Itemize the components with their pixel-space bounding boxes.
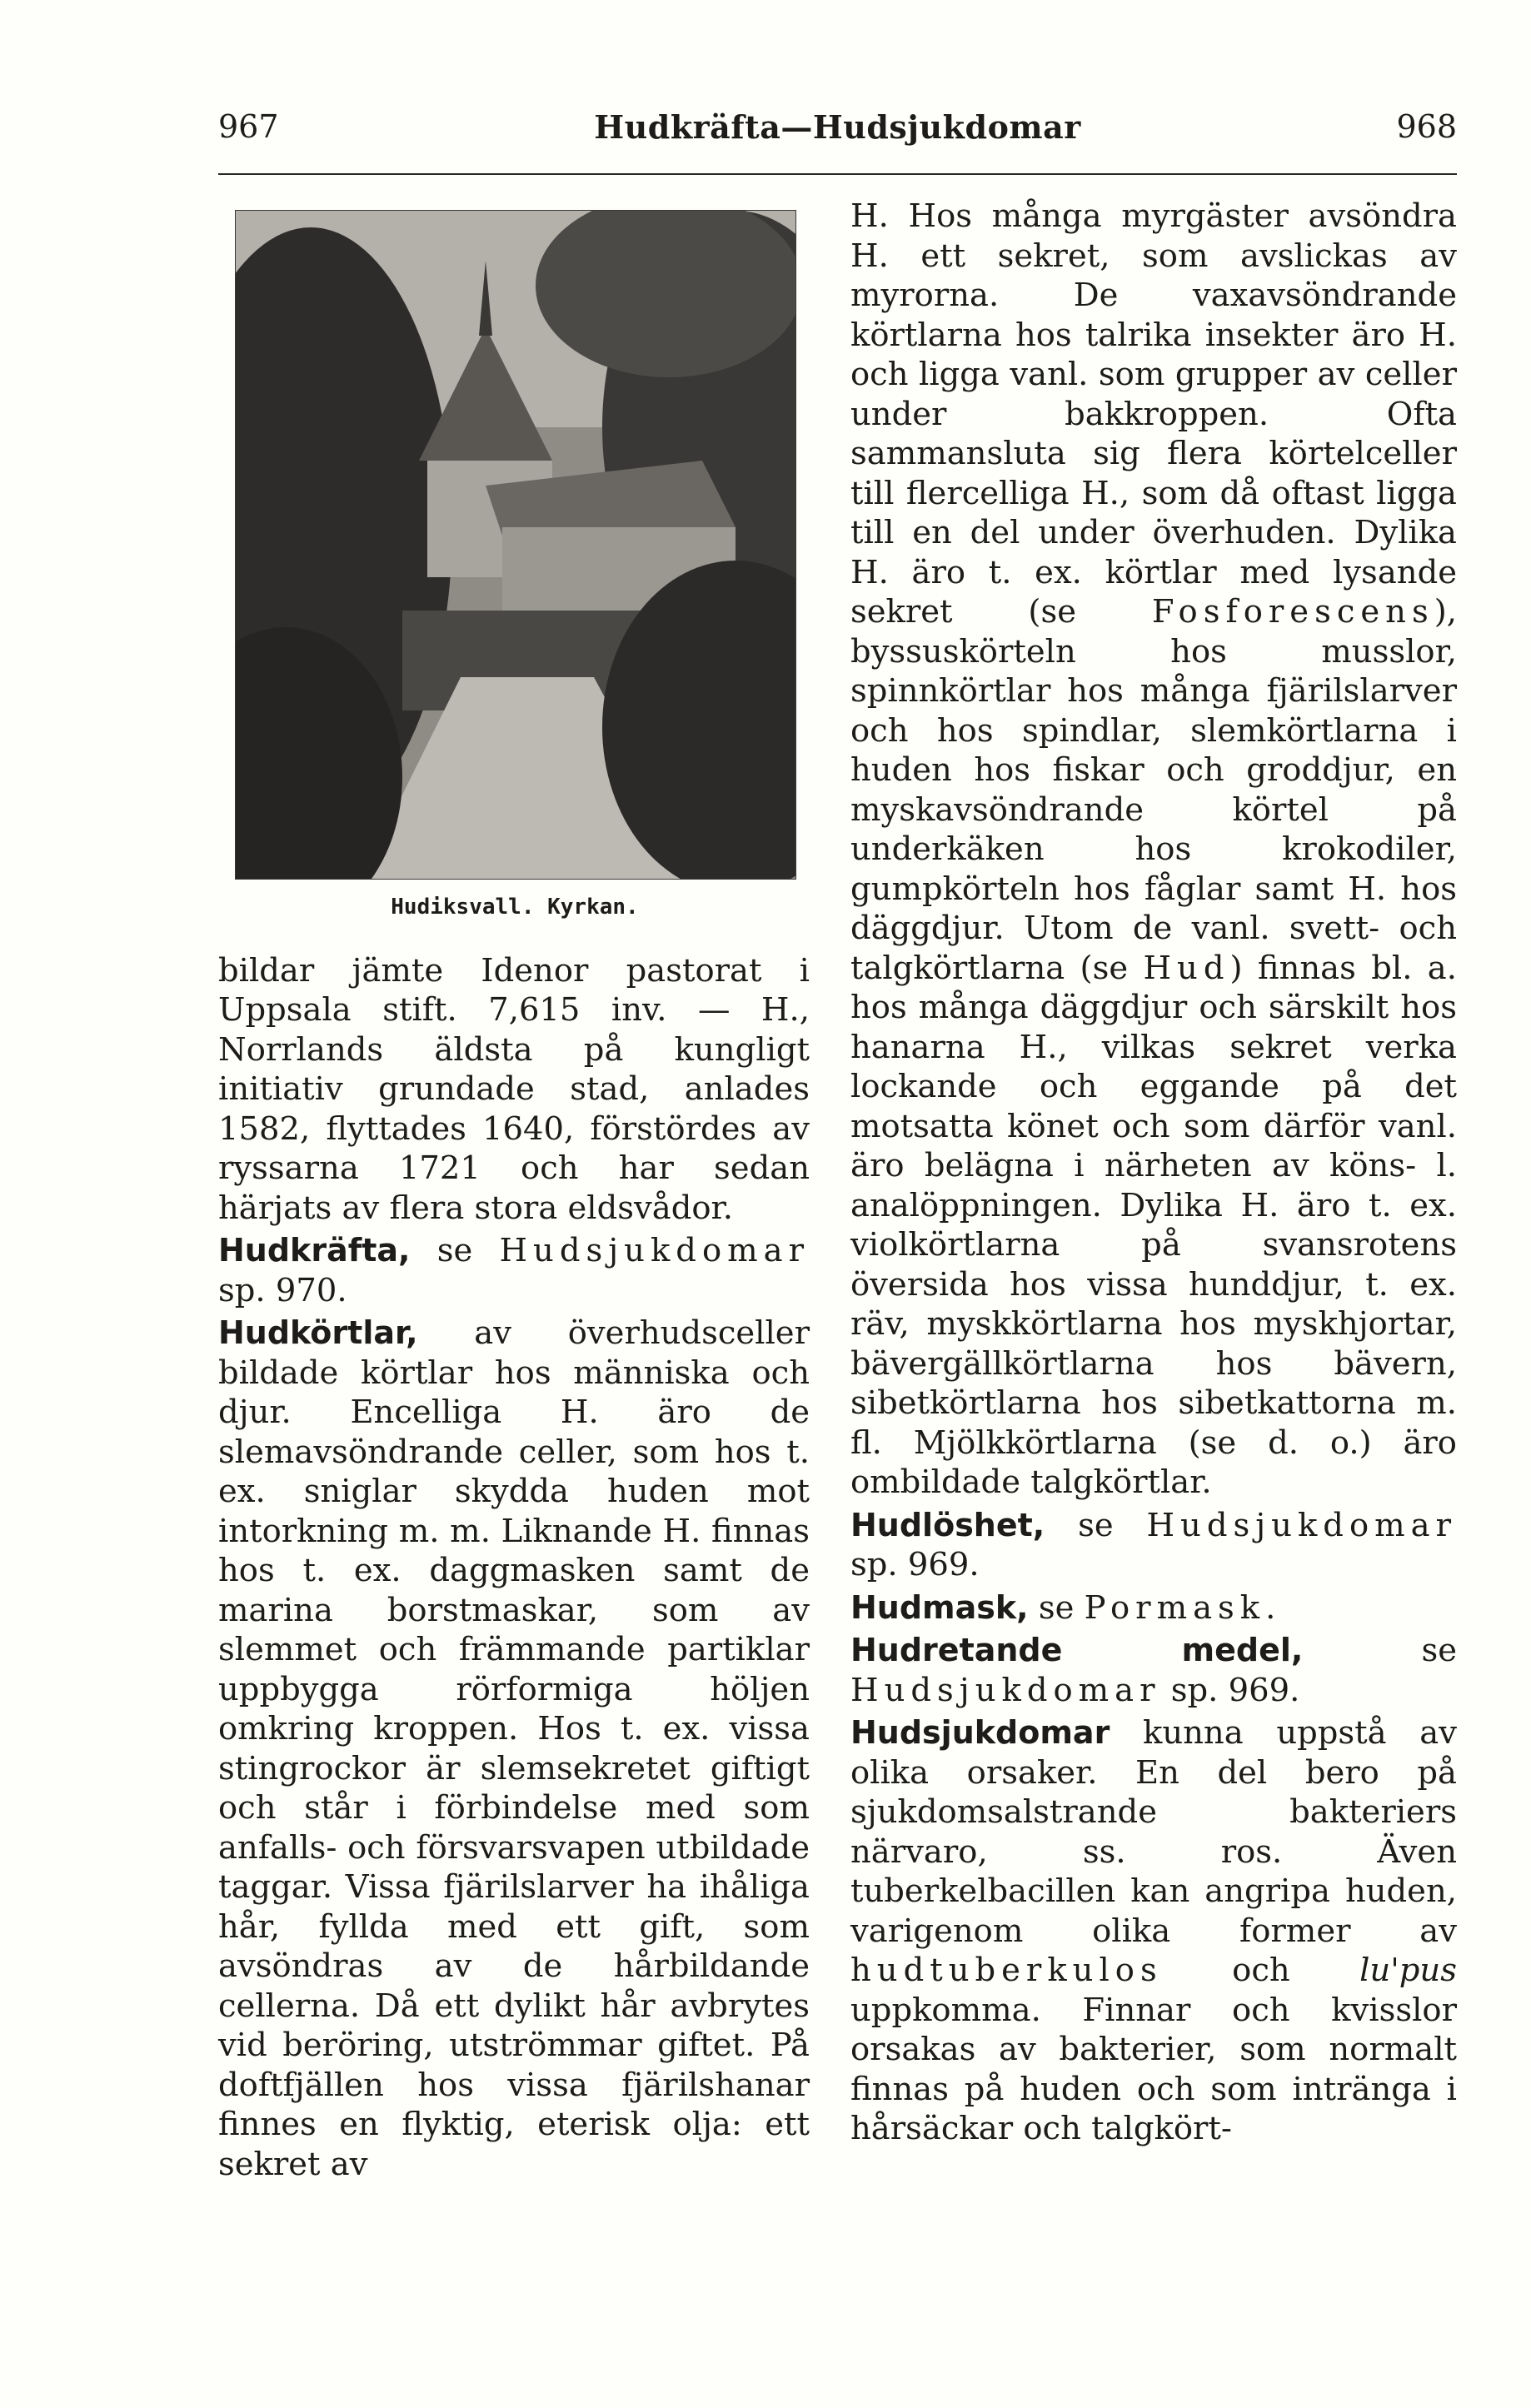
page-number-right: 968: [1396, 108, 1457, 145]
running-title: Hudkräfta—Hudsjukdomar: [594, 108, 1081, 146]
entry-text: ), byssuskörteln hos musslor, spinnkörtlar hos många fjärilslarver och hos spindlar, slemkörtlarna i huden hos fiskar och groddjur, en myskavsöndrande körtel på underkäken hos krokodiler, gumpkörteln hos fåglar samt H. hos däggdjur. Utom de vanl. svett- och talgkörtlarna (se: [850, 593, 1457, 987]
entry-text: ) finnas bl. a. hos många däggdjur och särskilt hos hanarna H., vilkas sekret verka lockande och eggande på det motsatta könet och som därför vanl. äro belägna i närheten av köns- l. analöppningen. Dylika H. äro t. ex. violkörtlarna på svansrotens översida hos vissa hunddjur, t. ex. räv, myskkörtlarna hos myskhjortar, bävergällkörtlarna hos bävern, sibetkörtlarna hos sibetkattorna m. fl. Mjölkkörtlarna (se d. o.) äro ombildade talgkörtlar.: [850, 949, 1457, 1501]
entry-hudiksvall-continued: bildar jämte Idenor pastorat i Uppsala stift. 7,615 inv. — H., Norrlands äldsta på kungligt initiativ grundade stad, anlades 1582, flyttades 1640, förstördes av ryssarna 1721 och har sedan härjats av flera stora eldsvådor.: [218, 951, 810, 1227]
column-ref: sp. 970.: [218, 1271, 347, 1309]
entry-hudkortlar-continued: [850, 197, 1457, 1503]
headword: Hudkörtlar,: [218, 1314, 418, 1351]
church-photo: [235, 210, 796, 880]
column-ref: sp. 969.: [850, 1546, 980, 1583]
cross-reference: hudtuberkulos: [850, 1952, 1163, 1989]
running-header: [218, 108, 1457, 162]
figure: [235, 210, 795, 928]
entry-text: av överhudsceller bildade körtlar hos människa och djur. Encelliga H. äro de slemavsöndrande celler, som hos t. ex. sniglar skydda huden mot intorkning m. m. Liknande H. finnas hos t. ex. daggmasken samt de marina borstmaskar, som av slemmet och främmande partiklar uppbygga rörformiga höljen omkring kroppen. Hos t. ex. vissa stingrockor är slemsekretet giftigt och står i förbindelse med som anfalls- och försvarsvapen utbildade taggar. Vissa fjärilslarver ha ihåliga hår, fyllda med ett gift, som avsöndras av de hårbildande cellerna. Då ett dylikt hår avbrytes vid beröring, utströmmar giftet. På doftfjällen hos vissa fjärilshanar finnes en flyktig, eterisk olja: ett sekret av: [218, 1314, 810, 2183]
right-column: [850, 197, 1457, 2149]
left-column: [218, 200, 810, 2184]
see-word: se: [410, 1232, 500, 1269]
see-word: se: [1028, 1588, 1085, 1627]
entry-text: uppkomma. Finnar och kvisslor orsakas av bakterier, som normalt finnas på huden och som intränga i hårsäckar och talgkört-: [850, 1991, 1457, 2147]
headword: Hudsjukdomar: [850, 1714, 1110, 1751]
column-ref: .: [1265, 1588, 1276, 1627]
headword: Hudmask,: [850, 1588, 1029, 1626]
cross-reference: Hudsjukdomar: [850, 1671, 1161, 1709]
entry-hudloshet: [850, 1506, 1457, 1585]
headword: Hudlöshet,: [850, 1506, 1045, 1543]
figure-caption: Hudiksvall. Kyrkan.: [391, 895, 639, 920]
see-word: se: [1303, 1632, 1457, 1669]
entry-hudkortlar: [218, 1314, 810, 2184]
cross-reference: Fosforescens: [1151, 593, 1434, 631]
page-number-left: 967: [218, 108, 279, 145]
entry-hudkrafta: [218, 1231, 810, 1310]
cross-reference: Pormask: [1084, 1588, 1266, 1627]
entry-hudmask: [850, 1588, 1457, 1628]
entry-text: och: [1162, 1952, 1360, 1989]
church-photo-drawing: [236, 211, 795, 879]
cross-reference: Hudsjukdomar: [1146, 1506, 1457, 1544]
see-word: se: [1045, 1506, 1147, 1544]
entry-text: kunna uppstå av olika orsaker. En del bero på sjukdomsalstrande bakteriers närvaro, ss. ros. Även tuberkelbacillen kan angripa huden, varigenom olika former av: [850, 1714, 1457, 1950]
column-ref: sp. 969.: [1160, 1671, 1300, 1709]
headword: Hudkräfta,: [218, 1232, 411, 1269]
italic-term: lu'pus: [1359, 1952, 1457, 1989]
entry-hudsjukdomar: [850, 1713, 1457, 2149]
entry-hudretande-medel: [850, 1631, 1457, 1710]
cross-reference: Hudsjukdomar: [499, 1232, 810, 1269]
cross-reference: Hud: [1143, 949, 1230, 987]
entry-text: H. Hos många myrgäster avsöndra H. ett sekret, som avslickas av myrorna. De vaxavsöndrande körtlarna hos talrika insekter äro H. och ligga vanl. som grupper av celler under bakkroppen. Ofta sammansluta sig flera körtelceller till flercelliga H., som då oftast ligga till en del under överhuden. Dylika H. äro t. ex. körtlar med lysande sekret (se: [850, 197, 1457, 631]
header-rule: [218, 173, 1457, 175]
headword: Hudretande medel,: [850, 1632, 1304, 1668]
